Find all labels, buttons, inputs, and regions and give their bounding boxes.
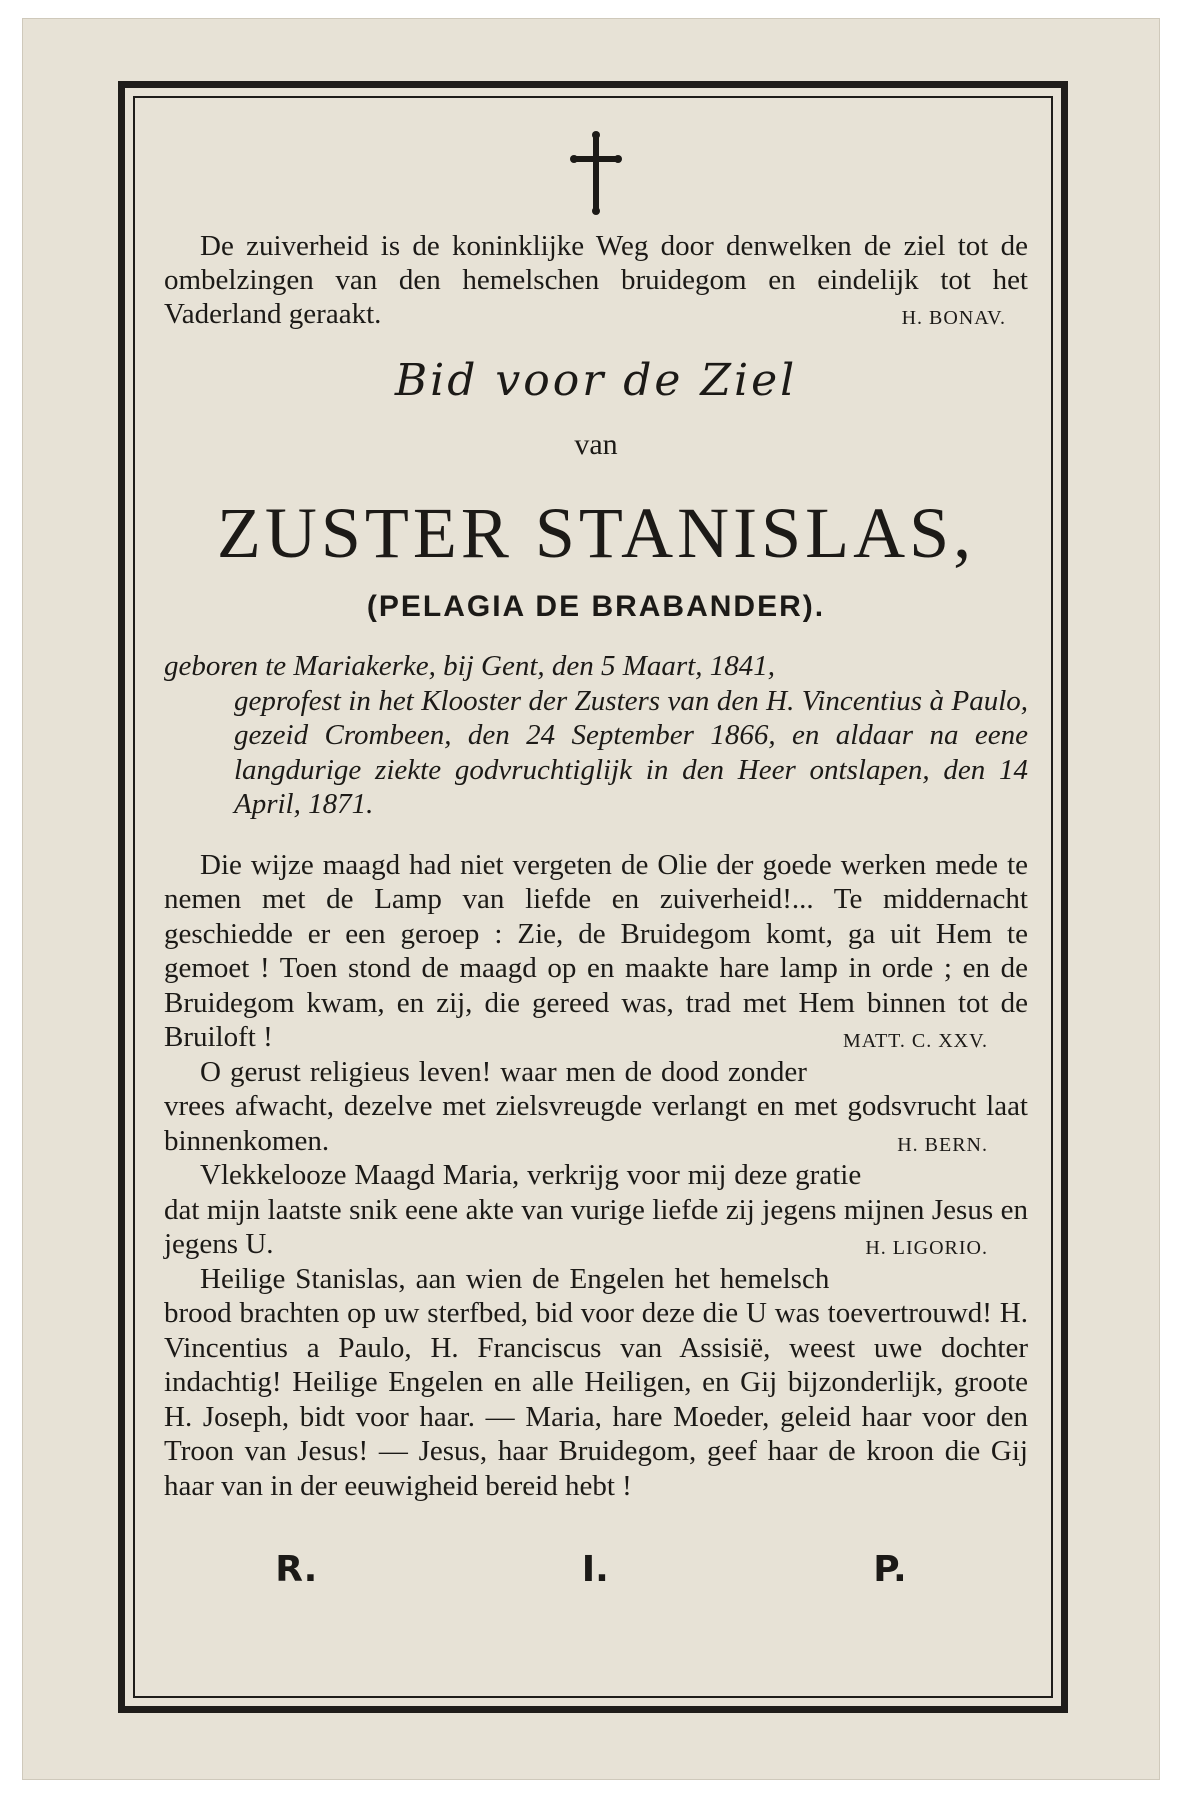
paragraph-text: Vlekkelooze Maagd Maria, verkrijg voor mij deze gratie dat mijn laatste snik eene akte van vurige liefde zij jegens mijnen Jesus en jegens U. — [164, 1159, 1028, 1260]
rip-letter: R. — [275, 1549, 318, 1590]
paragraph-attribution: H. LIGORIO. — [865, 1237, 988, 1259]
memorial-card — [22, 18, 1160, 1780]
civil-name: (PELAGIA DE BRABANDER). — [366, 590, 826, 623]
rip-line — [23, 1549, 1159, 1590]
bio-rest: geprofest in het Klooster der Zusters van den H. Vincentius à Paulo, gezeid Crombeen, den 24 September 1866, en aldaar na eene langdurige ziekte godvruchtiglijk in den Heer ontslapen, den 14 April, 1871. — [234, 684, 1028, 820]
deceased-name: ZUSTER STANISLAS, — [216, 493, 976, 573]
motto-attribution: H. BONAV. — [901, 307, 1006, 329]
paragraph — [164, 1055, 1028, 1159]
van-line: van — [574, 428, 618, 461]
paragraph-text: Heilige Stanislas, aan wien de Engelen het hemelsch brood brachten op uw sterfbed, bid voor deze die U was toevertrouwd! H. Vincentius a Paulo, H. Franciscus van Assisië, weest uwe dochter indachtig! Heilige Engelen en alle Heiligen, en Gij bijzonderlijk, groote H. Joseph, bidt voor haar. — Maria, hare Moeder, geleid haar voor den Troon van Jesus! — Jesus, haar Bruidegom, geef haar de kroon die Gij haar van in der eeuwigheid bereid hebt ! — [164, 1262, 1028, 1502]
paragraph — [164, 1158, 1028, 1262]
bio-first-line: geboren te Mariakerke, bij Gent, den 5 Maart, 1841, — [164, 650, 776, 682]
pray-line: Bid voor de Ziel — [394, 355, 798, 406]
paragraph-text: O gerust religieus leven! waar men de dood zonder vrees afwacht, dezelve met zielsvreugde verlangt en met godsvrucht laat binnenkomen. — [164, 1055, 1028, 1157]
motto-text: De zuiverheid is de koninklijke Weg door denwelken de ziel tot de ombelzingen van den hemelschen bruidegom en eindelijk tot het Vaderland geraakt. — [164, 230, 1028, 330]
motto — [164, 229, 1028, 331]
prayer-text — [164, 848, 1028, 1504]
paragraph-attribution: MATT. C. XXV. — [842, 1030, 988, 1052]
biography — [164, 649, 1028, 822]
paragraph — [164, 1262, 1028, 1504]
rip-letter: P. — [873, 1549, 907, 1590]
paragraph — [164, 848, 1028, 1055]
card-content — [164, 129, 1028, 1503]
rip-letter: I. — [581, 1549, 609, 1590]
paragraph-text: Die wijze maagd had niet vergeten de Olie der goede werken mede te nemen met de Lamp van liefde en zuiverheid!... Te middernacht geschiedde er een geroep : Zie, de Bruidegom komt, ga uit Hem te gemoet ! Toen stond de maagd op en maakte hare lamp in orde ; en de Bruidegom kwam, en zij, die gereed was, trad met Hem binnen tot de Bruiloft ! — [164, 848, 1028, 1053]
cross-icon — [164, 129, 1028, 229]
paragraph-attribution: H. BERN. — [897, 1133, 988, 1156]
